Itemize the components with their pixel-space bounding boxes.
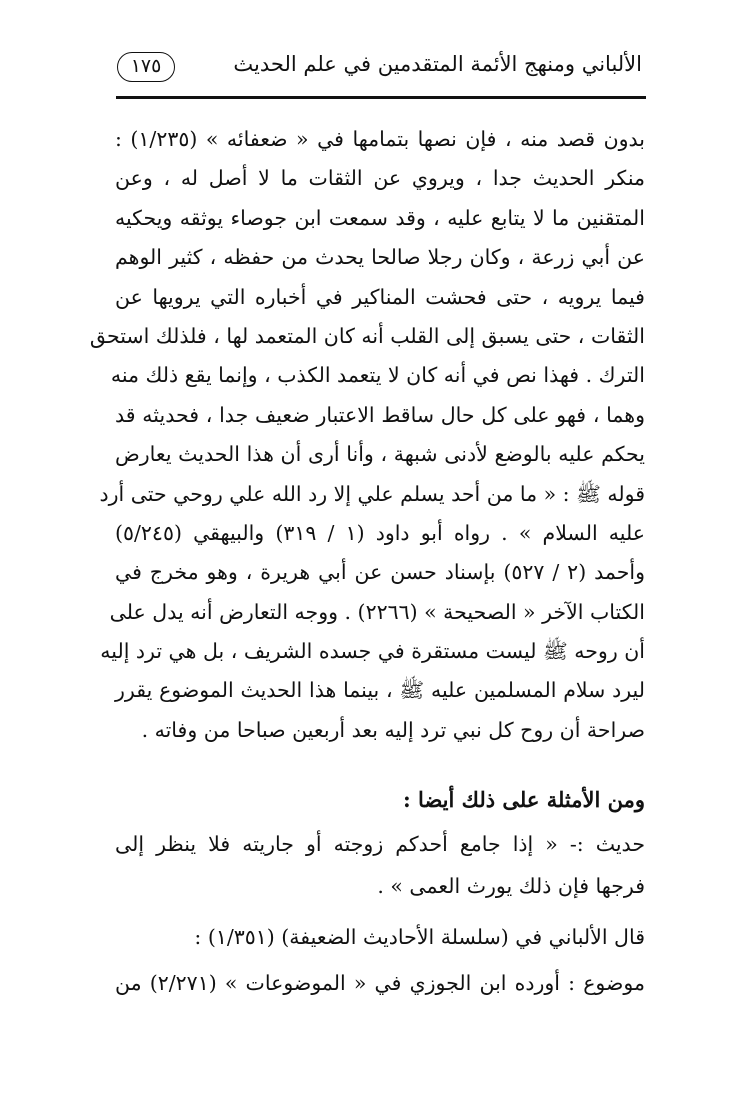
page-number-badge: ١٧٥ bbox=[117, 52, 175, 82]
text-line: يحكم عليه بالوضع لأدنى شبهة ، وأنا أرى أن هذا الحديث يعارض bbox=[115, 442, 645, 467]
text-line: أن روحه ﷺ ليست مستقرة في جسده الشريف ، بل هي ترد إليه bbox=[100, 639, 645, 664]
text-line: فرجها فإن ذلك يورث العمى » . bbox=[377, 874, 645, 898]
text-line: حديث :- « إذا جامع أحدكم زوجته أو جاريته فلا ينظر إلى bbox=[115, 832, 645, 856]
text-line: الثقات ، حتى يسبق إلى القلب أنه كان المتعمد لها ، فلذلك استحق bbox=[89, 323, 645, 348]
text-line: عليه السلام » . رواه أبو داود (١ / ٣١٩) والبيهقي (٥/٢٤٥) bbox=[115, 520, 645, 545]
text-line: قال الألباني في (سلسلة الأحاديث الضعيفة) (١/٣٥١) : bbox=[194, 925, 645, 949]
header-rule bbox=[116, 96, 646, 99]
paragraph-2 bbox=[115, 823, 645, 907]
text-line: موضوع : أورده ابن الجوزي في « الموضوعات » (٢/٢٧١) من bbox=[115, 971, 646, 995]
text-line: فيما يرويه ، حتى فحشت المناكير في أخباره التي يرويها عن bbox=[115, 284, 645, 309]
text-line: عن أبي زرعة ، وكان رجلا صالحا يحدث من حفظه ، كثير الوهم bbox=[115, 245, 645, 270]
text-line: صراحة أن روح كل نبي ترد إليه بعد أربعين صباحا من وفاته . bbox=[141, 717, 645, 742]
text-line: قوله ﷺ : « ما من أحد يسلم علي إلا رد الله علي روحي حتى أرد bbox=[99, 481, 645, 506]
text-line: وأحمد (٢ / ٥٢٧) بإسناد حسن عن أبي هريرة ، وهو مخرج في bbox=[115, 560, 645, 585]
section-subheading: ومن الأمثلة على ذلك أيضا : bbox=[402, 787, 645, 812]
text-line: الكتاب الآخر « الصحيحة » (٢٢٦٦) . ووجه التعارض أنه يدل على bbox=[109, 599, 645, 624]
text-line: بدون قصد منه ، فإن نصها بتمامها في « ضعفائه » (١/٢٣٥) : bbox=[115, 127, 646, 151]
text-line: منكر الحديث جدا ، ويروي عن الثقات ما لا أصل له ، وعن bbox=[115, 166, 645, 191]
running-title: الألباني ومنهج الأئمة المتقدمين في علم الحديث bbox=[233, 52, 642, 76]
paragraph-1 bbox=[89, 120, 646, 750]
paragraph-3 bbox=[115, 914, 645, 1006]
text-line: الترك . فهذا نص في أنه كان لا يتعمد الكذب ، وإنما يقع ذلك منه bbox=[110, 363, 645, 388]
text-line: ليرد سلام المسلمين عليه ﷺ ، بينما هذا الحديث الموضوع يقرر bbox=[115, 678, 645, 703]
text-line: وهما ، فهو على كل حال ساقط الاعتبار ضعيف جدا ، فحديثه قد bbox=[115, 402, 645, 427]
text-line: المتقنين ما لا يتابع عليه ، وقد سمعت ابن جوصاء يوثقه ويحكيه bbox=[115, 205, 645, 230]
